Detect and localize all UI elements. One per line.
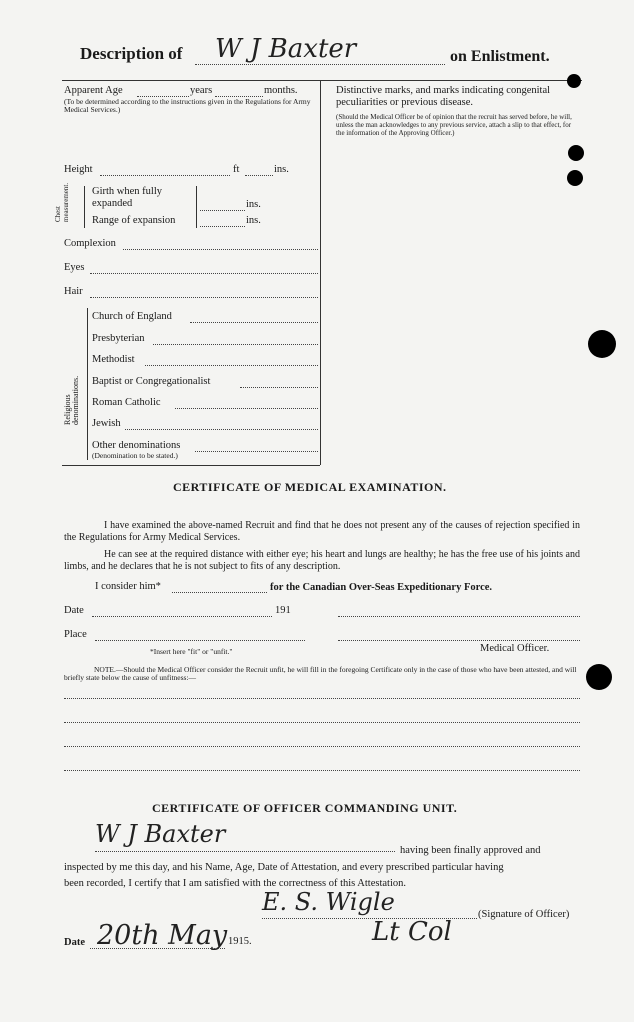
column-divider [320,80,321,465]
medical-signature-line-1 [338,616,580,617]
eyes-line [90,273,318,274]
religion-bracket [87,308,88,460]
header-suffix: on Enlistment. [450,48,550,65]
girth-line [200,210,245,211]
unfit-line-3 [64,746,580,747]
complexion-line [123,249,318,250]
age-note: (To be determined according to the instructions given in the Regulations for Army Medical Services.) [64,97,311,114]
punch-hole [586,664,612,690]
header-name-line [195,64,445,65]
apparent-age-label: Apparent Age [64,85,123,96]
range-line [200,226,245,227]
unfit-line-4 [64,770,580,771]
medical-date-line [92,616,272,617]
religion-presbyterian: Presbyterian [92,333,145,344]
religion-line-1 [153,344,318,345]
religion-jewish: Jewish [92,418,121,429]
religion-line-0 [190,322,318,323]
force-label: for the Canadian Over-Seas Expeditionary Force. [270,582,493,593]
officer-handwritten-name: W J Baxter [95,820,226,848]
medical-officer-label: Medical Officer. [480,643,550,654]
medical-year: 191 [275,605,291,616]
handwritten-recruit-name: W J Baxter [215,34,357,64]
religion-label: Religious denominations. [63,375,80,425]
insert-note: *Insert here "fit" or "unfit." [150,647,233,656]
religion-line-4 [175,408,318,409]
hair-line [90,297,318,298]
officer-line-2: inspected by me this day, and his Name, Age, Date of Attestation, and every prescribed particular having [64,862,504,873]
hair-label: Hair [64,286,83,297]
religion-other: Other denominations [92,440,181,451]
officer-heading: CERTIFICATE OF OFFICER COMMANDING UNIT. [152,801,458,815]
range-ins-label: ins. [246,215,261,226]
unfit-note: NOTE.—Should the Medical Officer consider the Recruit unfit, he will fill in the foregoing Certificate only in the case of those who have been attested, and will briefly state below the cause of unfitness:— [64,665,577,682]
distinctive-marks-note: (Should the Medical Officer be of opinion that the recruit has served before, he will, unless the man acknowledges to any previous service, attach a slip to that effect, for the information of the Approving Officer.) [336,113,572,137]
religion-line-3 [240,387,318,388]
denomination-note: (Denomination to be stated.) [92,451,178,460]
officer-signature: E. S. Wigle [262,888,395,916]
medical-heading: CERTIFICATE OF MEDICAL EXAMINATION. [173,480,447,494]
height-ins-label: ins. [274,164,289,175]
height-label: Height [64,164,93,175]
officer-date-line [90,948,225,949]
punch-hole [568,145,584,161]
medical-date-label: Date [64,605,84,616]
unfit-line-2 [64,722,580,723]
top-rule [62,80,582,81]
chest-measurement-label: Chest measurement. [54,182,70,222]
religion-methodist: Methodist [92,354,135,365]
officer-date-label: Date [64,937,85,948]
medical-paragraph-1: I have examined the above-named Recruit and find that he does not present any of the causes of rejection specified in the Regulations for Army Medical Services. [64,520,580,543]
years-label: years [190,85,213,96]
officer-rank: Lt Col [372,917,452,947]
header-prefix: Description of [80,44,183,63]
punch-hole [588,330,616,358]
girth-ins-label: ins. [246,199,261,210]
officer-line-3: been recorded, I certify that I am satisfied with the correctness of this Attestation. [64,878,407,889]
ft-label: ft [233,164,240,175]
officer-handwritten-date: 20th May [97,920,228,951]
medical-paragraph-2: He can see at the required distance with either eye; his heart and lungs are healthy; he has the free use of his joints and limbs, and he declares that he is not subject to fits of any description. [64,549,580,572]
consider-label: I consider him* [95,581,161,592]
unfit-line-1 [64,698,580,699]
signature-label: (Signature of Officer) [478,909,570,920]
medical-signature-line-2 [338,640,580,641]
place-label: Place [64,629,87,640]
months-label: months. [264,85,298,96]
distinctive-marks-label: Distinctive marks, and marks indicating congenital peculiarities or previous disease. [336,85,551,108]
officer-name-line [95,851,395,852]
left-bottom-rule [62,465,320,466]
officer-year: 1915. [228,936,252,947]
religion-line-5 [125,429,318,430]
punch-hole [567,74,581,88]
religion-church-of-england: Church of England [92,311,172,322]
height-ins-line [245,175,273,176]
complexion-label: Complexion [64,238,116,249]
range-label: Range of expansion [92,215,176,226]
religion-line-2 [145,365,318,366]
girth-label: Girth when fully expanded [92,186,162,209]
religion-baptist: Baptist or Congregationalist [92,376,211,387]
chest-divider [196,186,197,228]
chest-bracket [84,186,85,228]
height-ft-line [100,175,230,176]
fit-unfit-line [172,592,267,593]
religion-line-6 [195,451,318,452]
officer-line-1-suffix: having been finally approved and [400,845,541,856]
eyes-label: Eyes [64,262,85,273]
religion-roman-catholic: Roman Catholic [92,397,161,408]
punch-hole [567,170,583,186]
place-line [95,640,305,641]
